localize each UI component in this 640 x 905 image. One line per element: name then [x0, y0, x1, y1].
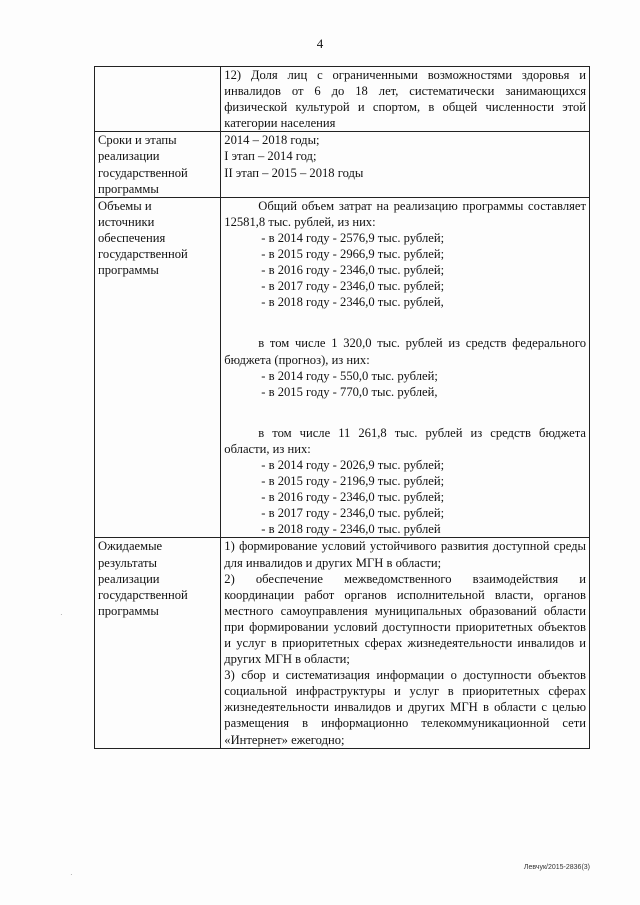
funding-total-item: - в 2014 году - 2576,9 тыс. рублей;	[261, 230, 445, 245]
terms-content	[221, 132, 590, 197]
table-row-indicator-12	[95, 67, 590, 132]
terms-line: II этап – 2015 – 2018 годы	[224, 165, 364, 180]
scan-mark: ·	[60, 610, 63, 619]
funding-regional-item: - в 2016 году - 2346,0 тыс. рублей;	[261, 490, 445, 505]
document-footer-code: Левчук/2015-2836(3)	[523, 864, 590, 871]
spacer	[224, 310, 586, 335]
spacer	[224, 400, 586, 425]
funding-regional-item: - в 2015 году - 2196,9 тыс. рублей;	[261, 474, 445, 489]
row-label-funding: Объемы и источники обеспечения государственной программы	[95, 197, 221, 538]
scan-mark: ·	[70, 870, 73, 879]
table-row-terms	[95, 132, 590, 197]
funding-regional-text: в том числе 11 261,8 тыс. рублей из средств бюджета области, из них:	[224, 425, 586, 456]
row-label-results: Ожидаемые результаты реализации государственной программы	[95, 538, 221, 748]
funding-regional-item: - в 2018 году - 2346,0 тыс. рублей	[261, 522, 441, 537]
page-number: 4	[316, 36, 324, 51]
funding-total-text: Общий объем затрат на реализацию программы составляет 12581,8 тыс. рублей, из них:	[224, 198, 586, 229]
funding-content	[221, 197, 590, 538]
row-label-empty	[95, 67, 221, 132]
indicator-12-text: 12) Доля лиц с ограниченными возможностями здоровья и инвалидов от 6 до 18 лет, систематически занимающихся физической культурой и спортом, в общей численности этой категории населения	[224, 68, 586, 131]
terms-line: I этап – 2014 год;	[224, 149, 317, 164]
funding-total-item: - в 2015 году - 2966,9 тыс. рублей;	[261, 247, 445, 262]
terms-line: 2014 – 2018 годы;	[224, 133, 320, 148]
result-paragraph: 3) сбор и систематизация информации о доступности объектов социальной инфраструктуры и услуг в приоритетных сферах жизнедеятельности инвалидов и других МГН в области с целью размещения в информационно телекоммуникационной сети «Интернет» ежегодно;	[224, 668, 586, 747]
funding-regional-item: - в 2014 году - 2026,9 тыс. рублей;	[261, 457, 445, 472]
funding-total-item: - в 2016 году - 2346,0 тыс. рублей;	[261, 263, 445, 278]
funding-federal-item: - в 2015 году - 770,0 тыс. рублей,	[261, 384, 438, 399]
table-row-results	[95, 538, 590, 748]
results-content	[221, 538, 590, 748]
result-paragraph: 1) формирование условий устойчивого развития доступной среды для инвалидов и других МГН в области;	[224, 539, 586, 570]
result-paragraph: 2) обеспечение межведомственного взаимодействия и координации работ органов исполнительной власти, органов местного самоуправления муниципальных образований области при формировании условий доступности приоритетных объектов и услуг в приоритетных сферах жизнедеятельности инвалидов и других МГН в области;	[224, 571, 586, 667]
row-label-terms: Сроки и этапы реализации государственной программы	[95, 132, 221, 197]
passport-table	[94, 66, 590, 749]
funding-federal-item: - в 2014 году - 550,0 тыс. рублей;	[261, 368, 438, 383]
table-row-funding	[95, 197, 590, 538]
funding-regional-item: - в 2017 году - 2346,0 тыс. рублей;	[261, 506, 445, 521]
funding-federal-text: в том числе 1 320,0 тыс. рублей из средств федерального бюджета (прогноз), из них:	[224, 336, 586, 367]
funding-total-item: - в 2017 году - 2346,0 тыс. рублей;	[261, 279, 445, 294]
funding-total-item: - в 2018 году - 2346,0 тыс. рублей,	[261, 295, 444, 310]
